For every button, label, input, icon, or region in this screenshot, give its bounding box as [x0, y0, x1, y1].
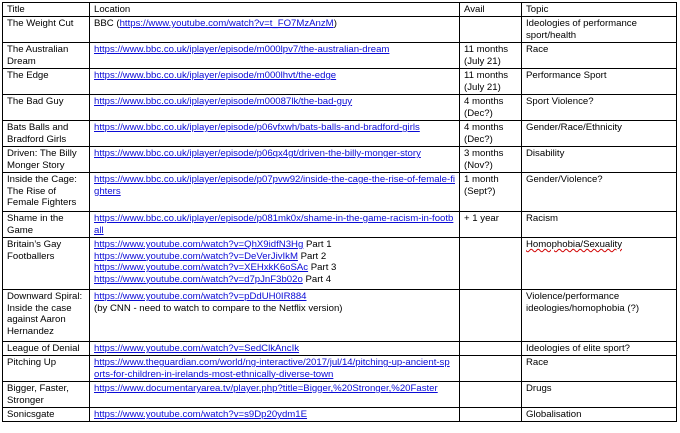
- topic-cell: Race: [522, 356, 677, 382]
- part-line: [94, 251, 455, 263]
- title-cell: Pitching Up: [3, 356, 90, 382]
- table-row: [3, 121, 677, 147]
- location-cell: [90, 43, 460, 69]
- link-gay-footballers-part-4[interactable]: https://www.youtube.com/watch?v=d7pJnF3b02o: [94, 273, 303, 285]
- location-cell: [90, 95, 460, 121]
- part-line: [94, 262, 455, 274]
- title-cell: Sonicsgate: [3, 408, 90, 422]
- link-weight-cut[interactable]: https://www.youtube.com/watch?v=t_FO7MzAnzM: [119, 18, 334, 29]
- link-gay-footballers-part-1[interactable]: https://www.youtube.com/watch?v=QhX9idfN3Hg: [94, 239, 304, 250]
- table-row: [3, 408, 677, 422]
- link-shame-in-the-game[interactable]: https://www.bbc.co.uk/iplayer/episode/p081mk0x/shame-in-the-game-racism-in-football: [94, 213, 454, 236]
- link-line: [94, 291, 455, 303]
- table-row: [3, 382, 677, 408]
- table-row: [3, 95, 677, 121]
- table-row: [3, 342, 677, 356]
- documentary-table: [2, 2, 677, 422]
- topic-cell: Gender/Violence?: [522, 173, 677, 212]
- table-row: [3, 212, 677, 238]
- topic-cell: [522, 238, 677, 290]
- location-cell: [90, 382, 460, 408]
- avail-cell: 11 months (July 21): [460, 69, 522, 95]
- avail-cell: + 1 year: [460, 212, 522, 238]
- avail-cell: [460, 382, 522, 408]
- title-cell: Bats Balls and Bradford Girls: [3, 121, 90, 147]
- avail-cell: 4 months (Dec?): [460, 121, 522, 147]
- location-cell: [90, 147, 460, 173]
- link-australian-dream[interactable]: https://www.bbc.co.uk/iplayer/episode/m000lpv7/the-australian-dream: [94, 44, 390, 55]
- title-cell: The Bad Guy: [3, 95, 90, 121]
- avail-cell: [460, 17, 522, 43]
- avail-cell: 1 month (Sept?): [460, 173, 522, 212]
- location-cell: [90, 356, 460, 382]
- title-cell: The Edge: [3, 69, 90, 95]
- topic-cell: Drugs: [522, 382, 677, 408]
- location-cell: [90, 238, 460, 290]
- link-league-of-denial[interactable]: https://www.youtube.com/watch?v=SedClkAncIk: [94, 343, 300, 354]
- part-line: [94, 274, 455, 286]
- table-row: [3, 356, 677, 382]
- location-cell: [90, 17, 460, 43]
- avail-cell: 11 months (July 21): [460, 43, 522, 69]
- topic-cell: Sport Violence?: [522, 95, 677, 121]
- topic-cell: Ideologies of performance sport/health: [522, 17, 677, 43]
- topic-cell: Performance Sport: [522, 69, 677, 95]
- location-cell: [90, 69, 460, 95]
- table-row: [3, 238, 677, 290]
- table-row: [3, 290, 677, 342]
- topic-cell: Globalisation: [522, 408, 677, 422]
- header-avail: Avail: [460, 3, 522, 17]
- link-sonicsgate[interactable]: https://www.youtube.com/watch?v=s9Dp20ydm1E: [94, 409, 308, 420]
- link-billy-monger[interactable]: https://www.bbc.co.uk/iplayer/episode/p06qx4gt/driven-the-billy-monger-story: [94, 148, 421, 159]
- avail-cell: [460, 290, 522, 342]
- title-cell: Britain’s Gay Footballers: [3, 238, 90, 290]
- topic-cell: Disability: [522, 147, 677, 173]
- table-row: [3, 69, 677, 95]
- title-cell: The Australian Dream: [3, 43, 90, 69]
- table-row: [3, 17, 677, 43]
- avail-cell: [460, 408, 522, 422]
- topic-cell: Racism: [522, 212, 677, 238]
- title-cell: League of Denial: [3, 342, 90, 356]
- link-gay-footballers-part-2[interactable]: https://www.youtube.com/watch?v=DeVerJivIkM: [94, 250, 298, 262]
- topic-cell: Violence/performance ideologies/homophobia (?): [522, 290, 677, 342]
- link-bigger-faster-stronger[interactable]: https://www.documentaryarea.tv/player.php?title=Bigger,%20Stronger,%20Faster: [94, 383, 438, 394]
- header-location: Location: [90, 3, 460, 17]
- link-pitching-up[interactable]: https://www.theguardian.com/world/ng-interactive/2017/jul/14/pitching-up-ancient-sports-for-children-in-irelands-most-ethnically-diverse-town: [94, 357, 450, 380]
- header-title: Title: [3, 3, 90, 17]
- topic-cell: Ideologies of elite sport?: [522, 342, 677, 356]
- avail-cell: [460, 356, 522, 382]
- part-label: Part 1: [303, 239, 332, 250]
- part-label: Part 4: [302, 273, 332, 285]
- avail-cell: 3 months (Nov?): [460, 147, 522, 173]
- avail-cell: 4 months (Dec?): [460, 95, 522, 121]
- part-label: Part 2: [297, 250, 327, 262]
- location-cell: [90, 121, 460, 147]
- table-row: [3, 173, 677, 212]
- avail-cell: [460, 238, 522, 290]
- location-note: (by CNN - need to watch to compare to the Netflix version): [94, 302, 343, 314]
- header-row: [3, 3, 677, 17]
- location-suffix: ): [333, 18, 337, 29]
- link-bad-guy[interactable]: https://www.bbc.co.uk/iplayer/episode/m00087lk/the-bad-guy: [94, 96, 353, 107]
- table-row: [3, 43, 677, 69]
- location-cell: [90, 342, 460, 356]
- link-downward-spiral[interactable]: https://www.youtube.com/watch?v=pDdUH0IR884: [94, 291, 307, 302]
- link-gay-footballers-part-3[interactable]: https://www.youtube.com/watch?v=XEHxkK6oSAc: [94, 262, 309, 274]
- location-cell: [90, 408, 460, 422]
- location-cell: [90, 212, 460, 238]
- part-line: [94, 239, 455, 251]
- table-row: [3, 147, 677, 173]
- title-cell: Bigger, Faster, Stronger: [3, 382, 90, 408]
- title-cell: Downward Spiral: Inside the case against Aaron Hernandez: [3, 290, 90, 342]
- link-bats-balls[interactable]: https://www.bbc.co.uk/iplayer/episode/p06vfxwh/bats-balls-and-bradford-girls: [94, 122, 420, 133]
- part-label: Part 3: [308, 262, 337, 274]
- link-the-edge[interactable]: https://www.bbc.co.uk/iplayer/episode/m000lhvt/the-edge: [94, 70, 337, 81]
- title-cell: Shame in the Game: [3, 212, 90, 238]
- title-cell: Driven: The Billy Monger Story: [3, 147, 90, 173]
- title-cell: The Weight Cut: [3, 17, 90, 43]
- title-cell: Inside the Cage: The Rise of Female Fighters: [3, 173, 90, 212]
- topic-text-spellcheck: Homophobia/Sexuality: [526, 239, 622, 250]
- topic-cell: Race: [522, 43, 677, 69]
- documentary-table-wrapper: [2, 2, 677, 422]
- link-inside-the-cage[interactable]: https://www.bbc.co.uk/iplayer/episode/p07pvw92/inside-the-cage-the-rise-of-female-fighters: [94, 174, 456, 197]
- avail-cell: [460, 342, 522, 356]
- header-topic: Topic: [522, 3, 677, 17]
- topic-cell: Gender/Race/Ethnicity: [522, 121, 677, 147]
- location-cell: [90, 173, 460, 212]
- location-prefix: BBC (: [94, 18, 120, 29]
- location-cell: [90, 290, 460, 342]
